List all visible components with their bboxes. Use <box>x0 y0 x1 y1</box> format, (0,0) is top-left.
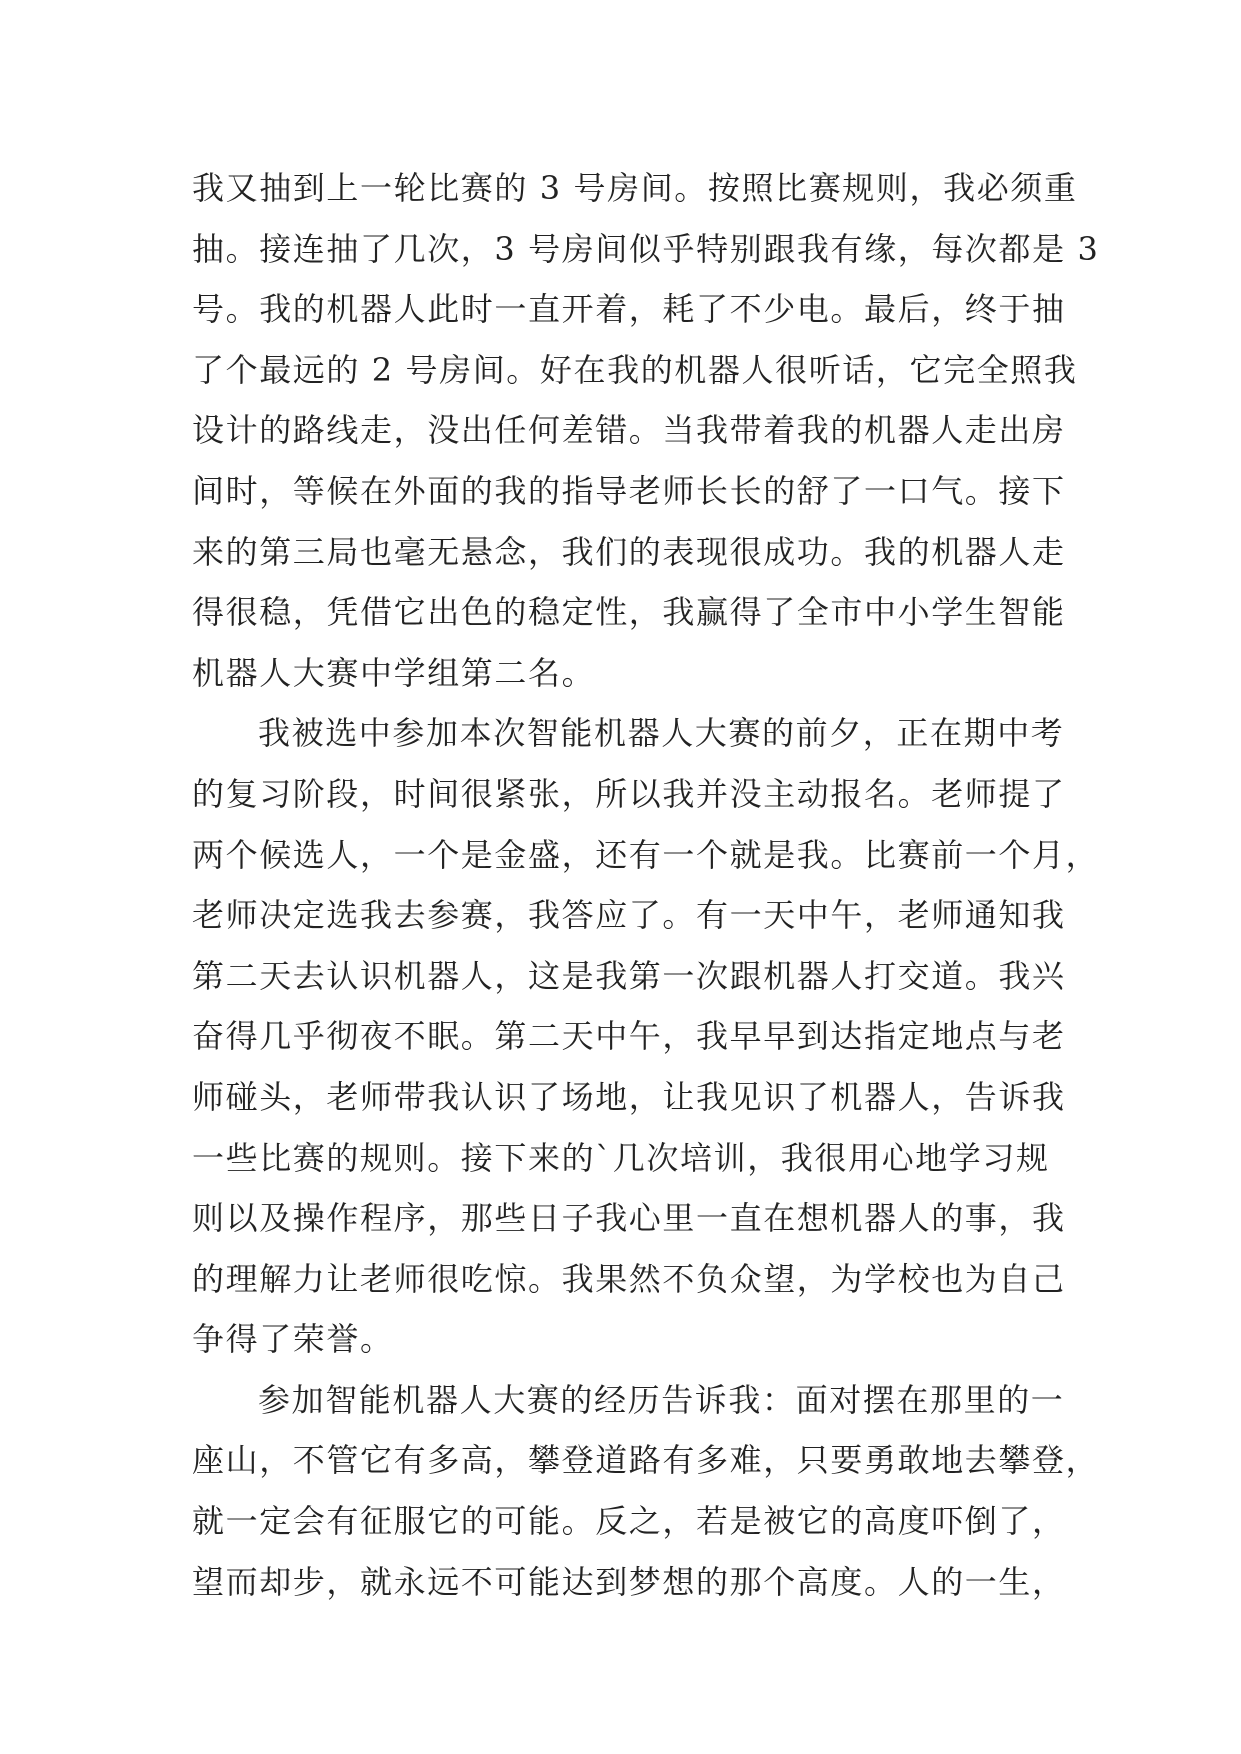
text-line: 座山，不管它有多高，攀登道路有多难，只要勇敢地去攀登， <box>192 1441 1100 1480</box>
text-line: 师碰头，老师带我认识了场地，让我见识了机器人，告诉我 <box>192 1077 1066 1116</box>
paragraph-3 <box>192 1370 1100 1612</box>
text-line: 的复习阶段，时间很紧张，所以我并没主动报名。老师提了 <box>192 774 1066 813</box>
text-line: 奋得几乎彻夜不眠。第二天中午，我早早到达指定地点与老 <box>192 1017 1066 1056</box>
text-line: 来的第三局也毫无悬念，我们的表现很成功。我的机器人走 <box>192 532 1066 571</box>
text-line: 老师决定选我去参赛，我答应了。有一天中午，老师通知我 <box>192 896 1066 935</box>
text-line: 的理解力让老师很吃惊。我果然不负众望，为学校也为自己 <box>192 1259 1066 1298</box>
text-line: 两个候选人，一个是金盛，还有一个就是我。比赛前一个月， <box>192 835 1100 874</box>
text-line: 我又抽到上一轮比赛的 3 号房间。按照比赛规则，我必须重 <box>192 169 1078 207</box>
text-line: 争得了荣誉。 <box>192 1320 394 1359</box>
text-line: 了个最远的 2 号房间。好在我的机器人很听话，它完全照我 <box>192 350 1078 389</box>
document-body <box>192 158 1100 1612</box>
text-line-first: 参加智能机器人大赛的经历告诉我：面对摆在那里的一 <box>258 1380 1065 1419</box>
text-line: 得很稳，凭借它出色的稳定性，我赢得了全市中小学生智能 <box>192 593 1066 632</box>
text-line: 设计的路线走，没出任何差错。当我带着我的机器人走出房 <box>192 411 1066 450</box>
text-line-first: 我被选中参加本次智能机器人大赛的前夕，正在期中考 <box>258 714 1065 753</box>
text-line: 号。我的机器人此时一直开着，耗了不少电。最后，终于抽 <box>192 290 1066 329</box>
text-line: 则以及操作程序，那些日子我心里一直在想机器人的事，我 <box>192 1199 1066 1238</box>
text-line: 间时，等候在外面的我的指导老师长长的舒了一口气。接下 <box>192 471 1066 510</box>
paragraph-1 <box>192 158 1100 703</box>
text-line: 一些比赛的规则。接下来的`几次培训，我很用心地学习规 <box>192 1138 1050 1177</box>
text-line: 就一定会有征服它的可能。反之，若是被它的高度吓倒了， <box>192 1502 1066 1541</box>
text-line: 机器人大赛中学组第二名。 <box>192 653 596 692</box>
text-line: 望而却步，就永远不可能达到梦想的那个高度。人的一生， <box>192 1562 1066 1601</box>
text-line: 抽。接连抽了几次，3 号房间似乎特别跟我有缘，每次都是 3 <box>192 229 1100 268</box>
paragraph-2 <box>192 703 1100 1370</box>
text-line: 第二天去认识机器人，这是我第一次跟机器人打交道。我兴 <box>192 956 1066 995</box>
